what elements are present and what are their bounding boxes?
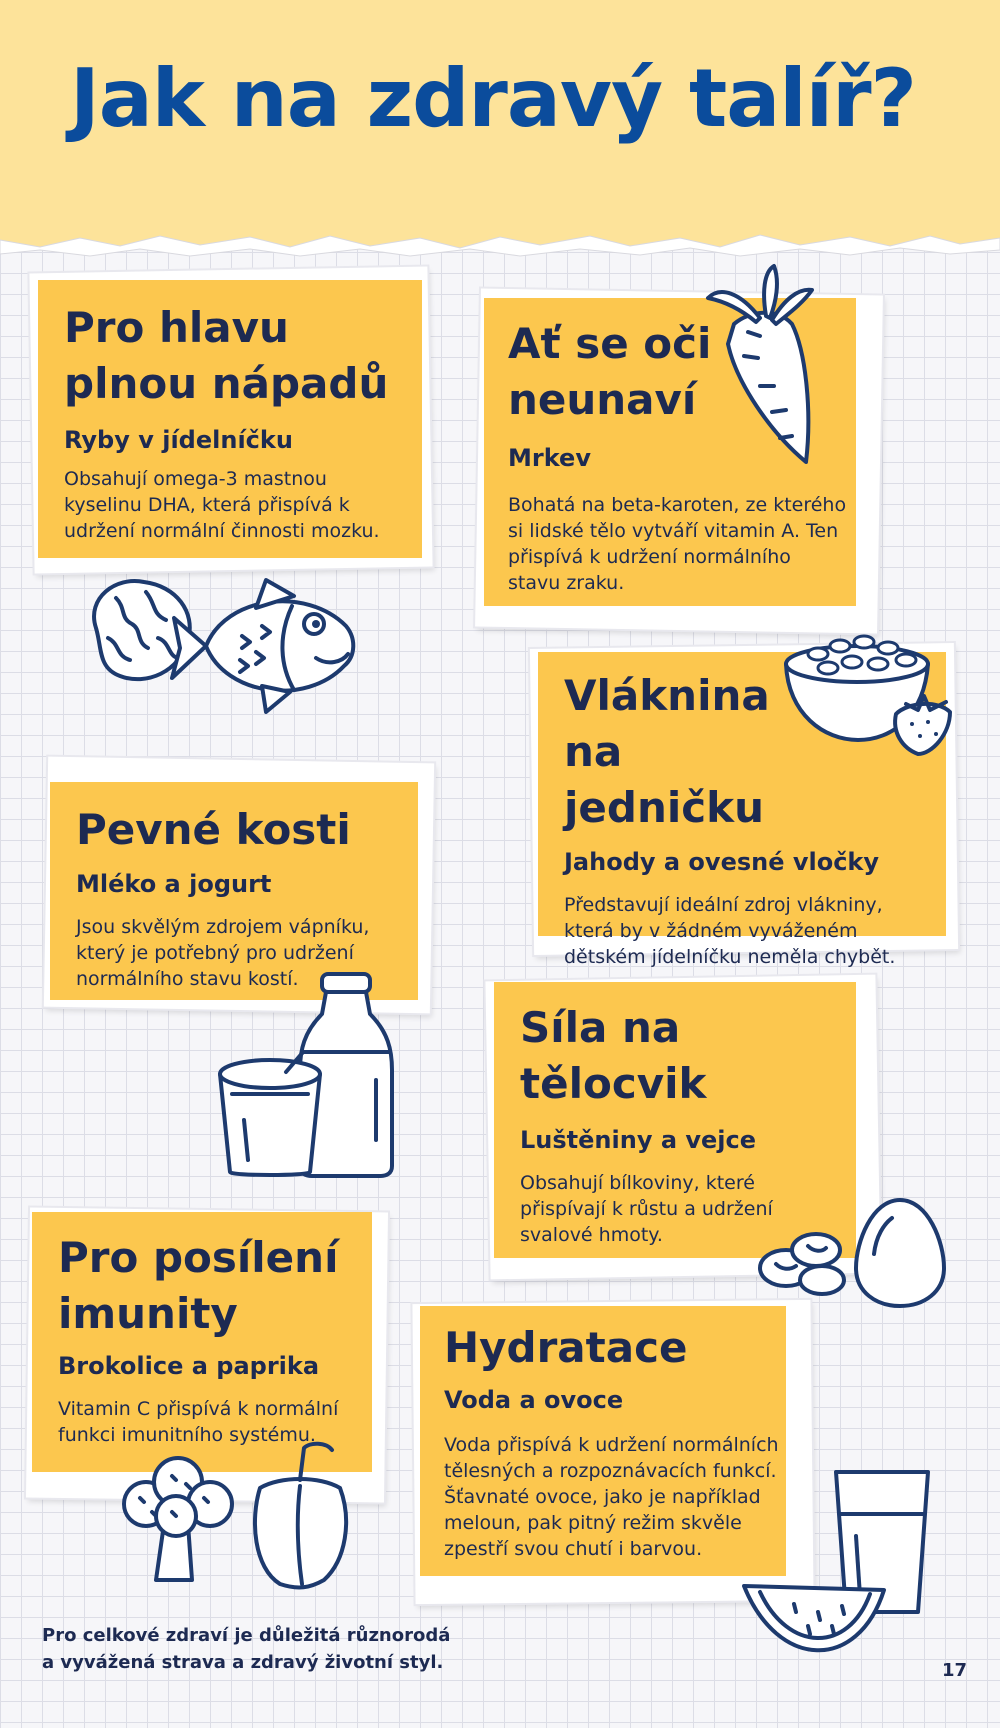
yogurt-cup-icon: [214, 1050, 326, 1180]
card-text: Jsou skvělým zdrojem vápníku, který je potřebný pro udržení normálního stavu kostí.: [76, 916, 370, 990]
footnote: Pro celkové zdraví je důležitá různorodá a vyvážená strava a zdravý životní styl.: [42, 1625, 451, 1673]
page-title: Jak na zdravý talíř?: [70, 52, 916, 145]
card-subheading: Voda a ovoce: [444, 1386, 624, 1414]
card-text: Bohatá na beta-karoten, ze kterého si lidské tělo vytváří vitamin A. Ten přispívá k udržení normálního stavu zraku.: [508, 494, 847, 594]
card-heading: Vláknina na jedničku: [564, 671, 770, 832]
card-strength: [494, 982, 856, 1258]
card-heading: Ať se oči neunaví: [508, 319, 712, 424]
pepper-icon: [240, 1440, 360, 1590]
page-number: 17: [942, 1660, 968, 1681]
card-subheading: Brokolice a paprika: [58, 1352, 320, 1380]
header-band: [0, 0, 1000, 232]
beans-icon: [756, 1220, 866, 1300]
card-heading: Pevné kosti: [76, 805, 351, 854]
card-immunity: [32, 1212, 372, 1472]
card-subheading: Mléko a jogurt: [76, 870, 272, 898]
card-subheading: Mrkev: [508, 444, 591, 472]
fish-icon: [166, 566, 366, 726]
melon-slice-icon: [738, 1560, 888, 1672]
card-text: Voda přispívá k udržení normálních tělesných a rozpoznávacích funkcí. Šťavnaté ovoce, jako je například meloun, pak pitný režim skvěle zpestří svou chutí i barvou.: [444, 1434, 779, 1560]
card-text: Vitamin C přispívá k normální funkci imunitního systému.: [58, 1398, 339, 1446]
card-subheading: Ryby v jídelníčku: [64, 426, 293, 454]
card-heading: Síla na tělocvik: [520, 1003, 707, 1108]
card-text: Představují ideální zdroj vlákniny, která by v žádném vyváženém dětském jídelníčku neměla chybět.: [564, 894, 896, 968]
card-hydration: [420, 1306, 786, 1576]
card-subheading: Luštěniny a vejce: [520, 1126, 757, 1154]
carrot-icon: [700, 262, 830, 472]
card-subheading: Jahody a ovesné vločky: [564, 848, 880, 876]
torn-paper-edge: [0, 228, 1000, 262]
broccoli-icon: [116, 1454, 240, 1584]
card-text: Obsahují bílkoviny, které přispívají k růstu a udržení svalové hmoty.: [520, 1172, 773, 1246]
card-bones: [50, 782, 418, 1000]
egg-icon: [852, 1194, 948, 1310]
card-text: Obsahují omega-3 mastnou kyselinu DHA, která přispívá k udržení normální činnosti mozku.: [64, 468, 380, 542]
strawberry-icon: [888, 688, 958, 760]
card-heading: Pro posílení imunity: [58, 1233, 339, 1338]
card-heading: Hydratace: [444, 1323, 688, 1372]
card-brain: [38, 280, 422, 558]
card-heading: Pro hlavu plnou nápadů: [64, 303, 389, 408]
